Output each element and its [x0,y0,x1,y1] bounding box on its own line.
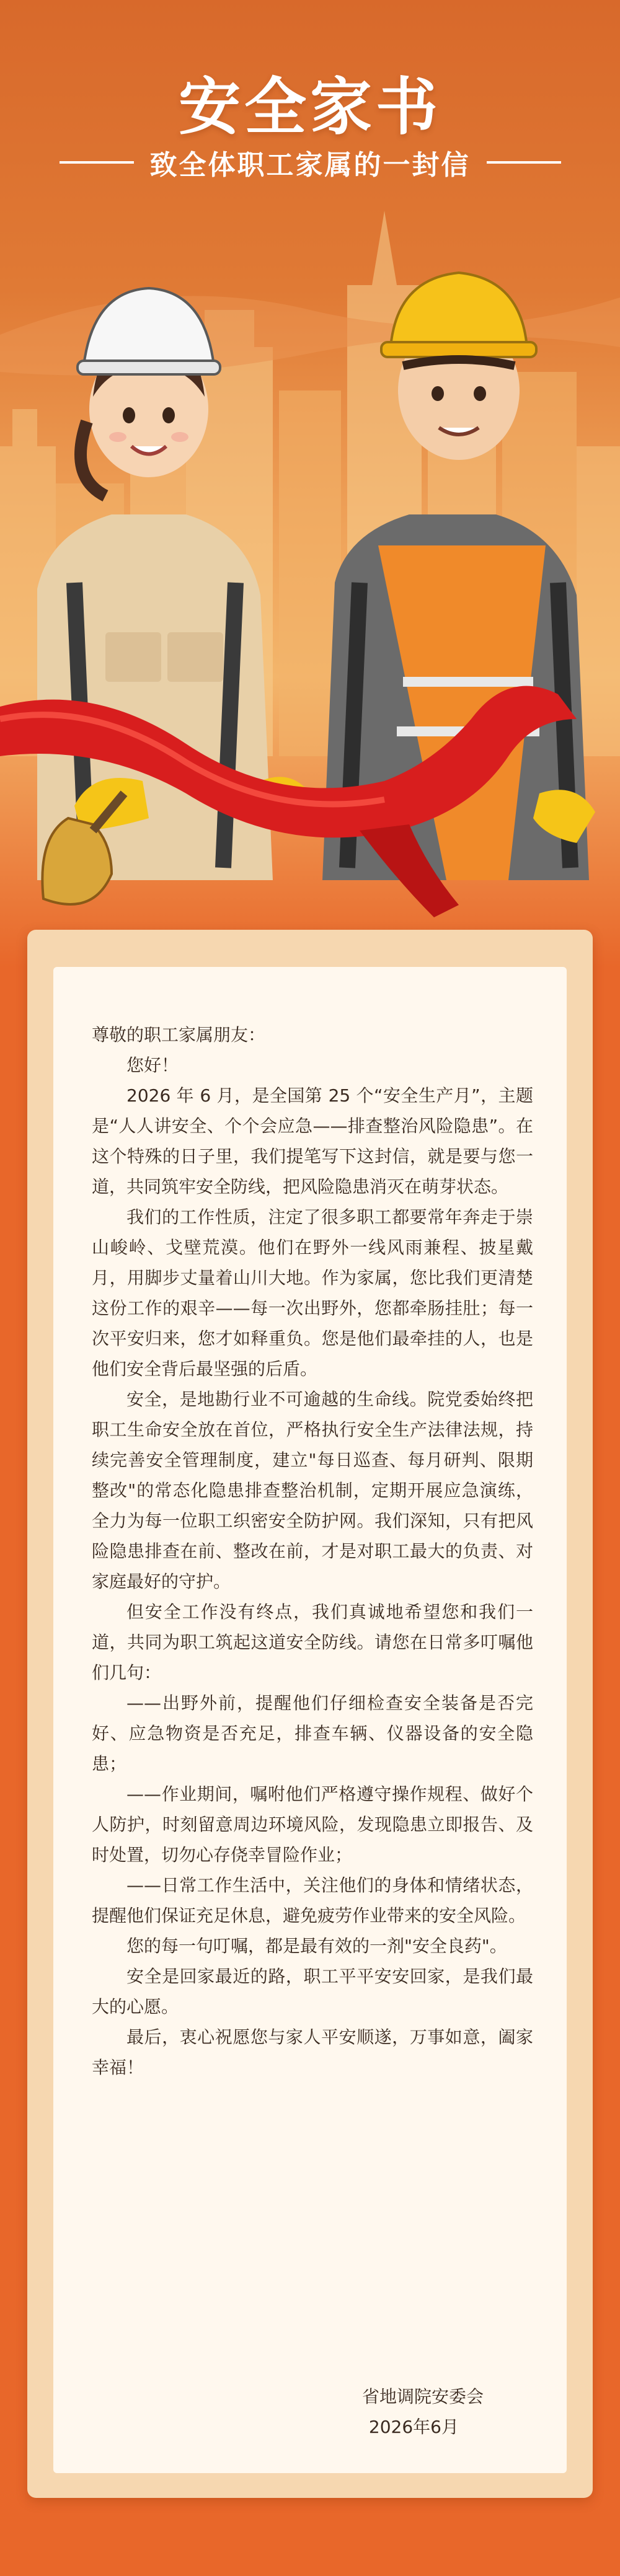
letter-reminder-item: ——日常工作生活中，关注他们的身体和情绪状态，提醒他们保证充足休息，避免疲劳作业带来的安全风险。 [92,1875,533,1926]
subtitle-row [0,144,620,181]
workers-illustration [0,186,620,967]
page-title: 安全家书 [179,71,441,143]
letter-paragraph: 安全是回家最近的路，职工平平安安回家，是我们最大的心愿。 [92,1966,533,2017]
letter-paragraph: 2026 年 6 月，是全国第 25 个“安全生产月”，主题是“人人讲安全、个个会应急——排查整治风险隐患”。在这个特殊的日子里，我们提笔写下这封信，就是要与您一道，共同筑牢安全防线，把风险隐患消灭在萌芽状态。 [92,1085,533,1197]
letter-paragraph: 最后，衷心祝愿您与家人平安顺遂，万事如意，阖家幸福！ [92,2027,533,2078]
letter-paragraph: 您的每一句叮嘱，都是最有效的一剂"安全良药"。 [126,1936,507,1956]
signature-org: 省地调院安委会 [361,2386,484,2407]
letter-reminder-item: ——作业期间，嘱咐他们严格遵守操作规程、做好个人防护，时刻留意周边环境风险，发现隐患立即报告、及时处置，切勿心存侥幸冒险作业； [92,1784,533,1865]
letter-signature [92,2381,533,2442]
letter-greeting: 您好！ [126,1055,179,1075]
page-subtitle: 致全体职工家属的一封信 [149,149,471,181]
letter-body [92,1020,533,2083]
hero-banner [0,0,620,967]
letter-reminder-item: ——出野外前，提醒他们仔细检查安全装备是否完好、应急物资是否充足，排查车辆、仪器设备的安全隐患； [92,1693,533,1774]
signature-date: 2026年6月 [368,2417,459,2437]
letter-salutation: 尊敬的职工家属朋友： [92,1025,266,1045]
letter-paragraph: 但安全工作没有终点，我们真诚地希望您和我们一道，共同为职工筑起这道安全防线。请您在日常多叮嘱他们几句： [92,1602,533,1683]
subtitle-line-left [60,161,134,164]
letter-paragraph: 我们的工作性质，注定了很多职工都要常年奔走于崇山峻岭、戈壁荒漠。他们在野外一线风雨兼程、披星戴月，用脚步丈量着山川大地。作为家属，您比我们更清楚这份工作的艰辛——每一次出野外，您都牵肠挂肚；每一次平安归来，您才如释重负。您是他们最牵挂的人，也是他们安全背后最坚强的后盾。 [92,1207,533,1379]
letter-paragraph: 安全，是地勘行业不可逾越的生命线。院党委始终把职工生命安全放在首位，严格执行安全生产法律法规，持续完善安全管理制度，建立"每日巡查、每月研判、限期整改"的常态化隐患排查整治机制，定期开展应急演练，全力为每一位职工织密安全防护网。我们深知，只有把风险隐患排查在前、整改在前，才是对职工最大的负责、对家庭最好的守护。 [92,1389,533,1592]
subtitle-line-right [487,161,561,164]
